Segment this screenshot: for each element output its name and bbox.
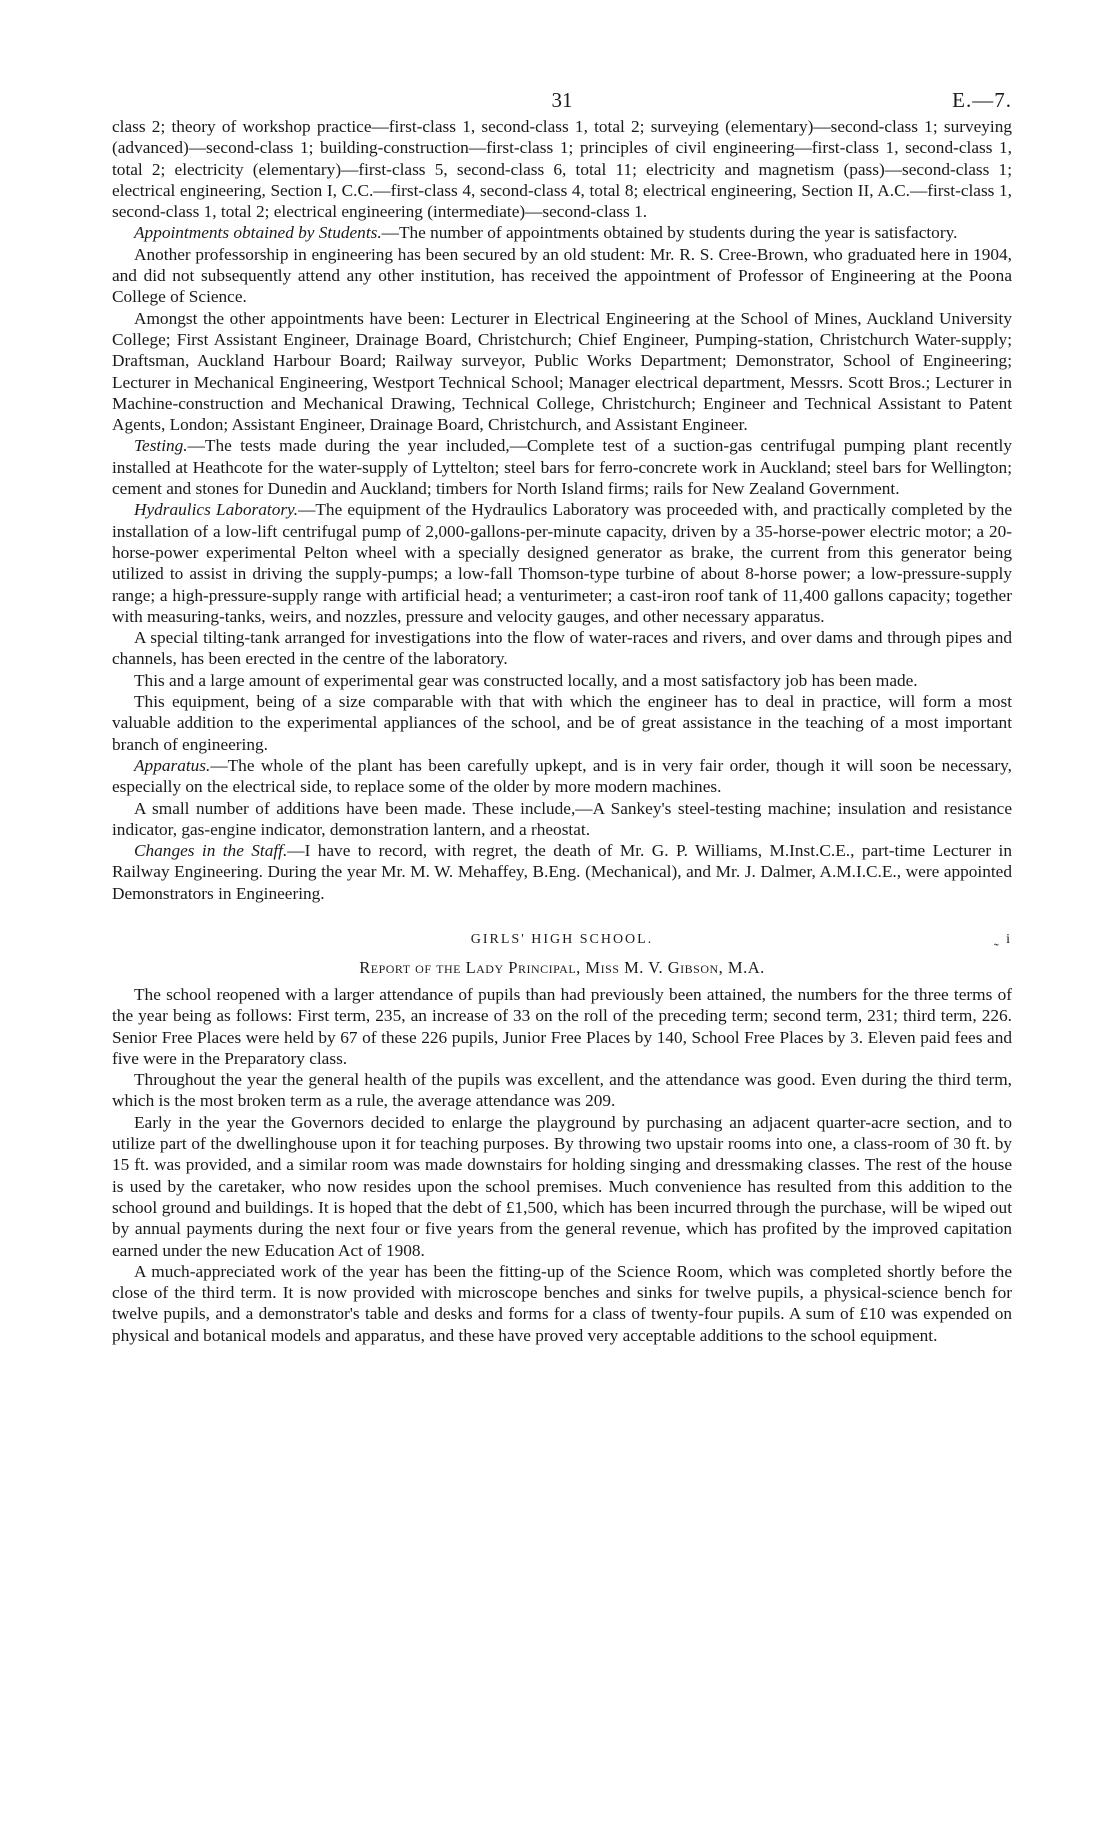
paragraph: A much-appreciated work of the year has been the fitting-up of the Science Room, which was completed shortly before the close of the third term. It is now provided with microscope benches and sinks for twelve pupils, a physical-science bench for twelve pupils, and a demonstrator's table and desks and forms for a class of twenty-four pupils. A sum of £10 was expended on physical and botanical models and apparatus, and these have proved very acceptable additions to the school equipment. [112, 1261, 1012, 1345]
paragraph-text: A small number of additions have been made. These include,—A Sankey's steel-testing machine; insulation and resistance indicator, gas-engine indicator, demonstration lantern, and a rheostat. [112, 798, 1012, 839]
margin-mark: ˷ i [993, 931, 1012, 947]
paragraph-text: —The whole of the plant has been carefully upkept, and is in very fair order, though it will soon be necessary, especially on the electrical side, to replace some of the older by more modern machines. [112, 755, 1012, 797]
paragraph-text: —I have to record, with regret, the death of Mr. G. P. Williams, M.Inst.C.E., part-time Lecturer in Railway Engineering. During the year Mr. M. W. Mehaffey, B.Eng. (Mechanical), and Mr. J. Dalmer, A.M.I.C.E., were appointed Demonstrators in Engineering. [112, 841, 1012, 903]
paragraph [112, 691, 1012, 755]
paragraph [112, 244, 1012, 308]
paragraph-text: —The tests made during the year included,—Complete test of a suction-gas centrifugal pumping plant recently installed at Heathcote for the water-supply of Lyttelton; steel bars for ferro-concrete work in Auckland; steel bars for Wellington; cement and stones for Dunedin and Auckland; timbers for North Island firms; rails for New Zealand Government. [112, 436, 1012, 499]
section-heading [112, 932, 1012, 948]
page-number: 31 [551, 88, 573, 112]
paragraph [112, 755, 1012, 798]
paragraph-text: class 2; theory of workshop practice—first-class 1, second-class 1, total 2; surveying (elementary)—second-class 1; surveying (advanced)—second-class 1; building-construction—first-class 1; principles of civil engineering—first-class 1, second-class 1, total 2; electricity (elementary)—first-class 5, second-class 6, total 11; electricity and magnetism (pass)—second-class 1; electrical engineering, Section I, C.C.—first-class 4, second-class 4, total 8; electrical engineering, Section II, A.C.—first-class 1, second-class 1, total 2; electrical engineering (intermediate)—second-class 1. [112, 117, 1012, 222]
paragraph-text: —The number of appointments obtained by students during the year is satisfactory. [381, 223, 958, 243]
paragraph-text: This and a large amount of experimental gear was constructed locally, and a most satisfactory job has been made. [134, 670, 918, 690]
paragraph [112, 840, 1012, 904]
paragraph [112, 499, 1012, 627]
body-text-part2 [112, 984, 1012, 1346]
paragraph-lead: Apparatus. [134, 755, 211, 775]
paragraph: Throughout the year the general health of the pupils was excellent, and the attendance was good. Even during the third term, which is the most broken term as a rule, the average attendance was 209. [112, 1070, 1012, 1111]
document-page [112, 80, 1012, 1346]
paragraph-lead: Appointments obtained by Students. [134, 223, 382, 243]
paragraph [112, 435, 1012, 499]
paragraph [112, 670, 1012, 691]
paragraph-text: This equipment, being of a size comparable with that with which the engineer has to deal in practice, will form a most valuable addition to the experimental appliances of the school, and be of great assistance in the teaching of a most important branch of engineering. [112, 692, 1012, 754]
paragraph-text: Amongst the other appointments have been: Lecturer in Electrical Engineering at the School of Mines, Auckland University College; First Assistant Engineer, Drainage Board, Christchurch; Chief Engineer, Pumping-station, Christchurch Water-supply; Draftsman, Auckland Harbour Board; Railway surveyor, Public Works Department; Demonstrator, School of Engineering; Lecturer in Mechanical Engineering, Westport Technical School; Manager electrical department, Messrs. Scott Bros.; Lecturer in Machine-construction and Mechanical Drawing, Technical College, Christchurch; Engineer and Technical Assistant to Patent Agents, London; Assistant Engineer, Drainage Board, Christchurch, and Assistant Engineer. [112, 308, 1012, 435]
paragraph-lead: Changes in the Staff. [134, 841, 288, 861]
paragraph-text: Another professorship in engineering has been secured by an old student: Mr. R. S. Cree-Brown, who graduated here in 1904, and did not subsequently attend any other institution, has received the appointment of Professor of Engineering at the Poona College of Science. [112, 244, 1012, 307]
paragraph-text: A special tilting-tank arranged for investigations into the flow of water-races and rivers, and over dams and through pipes and channels, has been erected in the centre of the laboratory. [112, 628, 1012, 669]
paragraph [112, 627, 1012, 670]
paragraph-lead: Hydraulics Laboratory. [134, 500, 299, 520]
paragraph [112, 308, 1012, 436]
paragraph [112, 798, 1012, 841]
paragraph-lead: Testing. [134, 436, 188, 456]
report-title: Report of the Lady Principal, Miss M. V. Gibson, M.A. [359, 957, 765, 977]
page-header [112, 80, 1012, 116]
paragraph: The school reopened with a larger attendance of pupils than had previously been attained, the numbers for the three terms of the year being as follows: First term, 235, an increase of 33 on the roll of the preceding term; second term, 231; third term, 226. Senior Free Places were held by 67 of these 226 pupils, Junior Free Places by 140, School Free Places by 3. Eleven paid fees and five were in the Preparatory class. [112, 984, 1012, 1068]
document-reference: E.—7. [952, 88, 1012, 112]
paragraph-text: —The equipment of the Hydraulics Laboratory was proceeded with, and practically completed by the installation of a low-lift centrifugal pump of 2,000-gallons-per-minute capacity, driven by a 35-horse-power electric motor; a 20-horse-power experimental Pelton wheel with a specially designed generator as brake, the current from this generator being utilized to assist in driving the supply-pumps; a low-fall Thomson-type turbine of about 8-horse power; a low-pressure-supply range; a high-pressure-supply range with artificial head; a venturimeter; a cast-iron roof tank of 11,400 gallons capacity; together with measuring-tanks, weirs, and nozzles, pressure and velocity gauges, and other necessary apparatus. [112, 500, 1012, 626]
paragraph [112, 116, 1012, 222]
paragraph [112, 222, 1012, 243]
body-text-part1 [112, 116, 1012, 904]
paragraph: Early in the year the Governors decided to enlarge the playground by purchasing an adjacent quarter-acre section, and to utilize part of the dwellinghouse upon it for teaching purposes. By throwing two upstair rooms into one, a class-room of 30 ft. by 15 ft. was provided, and a similar room was made downstairs for holding singing and dressmaking classes. The rest of the house is used by the caretaker, who now resides upon the school premises. Much convenience has resulted from this addition to the school ground and buildings. It is hoped that the debt of £1,500, which has been incurred through the purchase, will be wiped out by annual payments during the next four or five years from the general revenue, which has profited by the improved capitation earned under the new Education Act of 1908. [112, 1112, 1012, 1260]
section-title: GIRLS' HIGH SCHOOL. [470, 931, 654, 947]
